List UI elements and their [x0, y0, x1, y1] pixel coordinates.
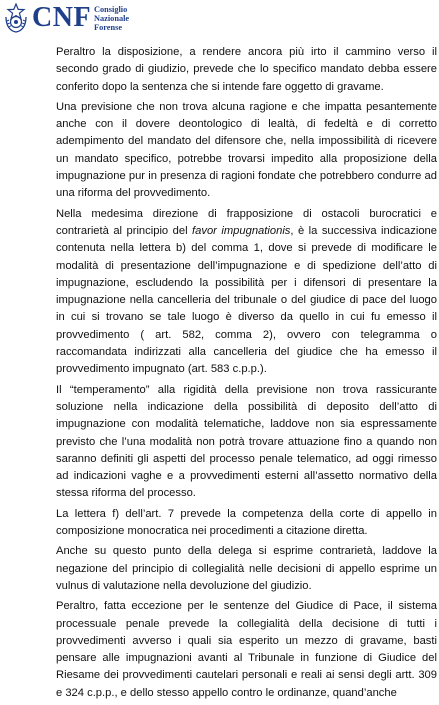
paragraph: Peraltro la disposizione, a rendere ancora più irto il cammino verso il secondo grado di giudizio, prevede che lo specifico mandato debba essere conferito dopo la sentenza che si intende fare oggetto di gravame. [56, 46, 437, 93]
paragraph: Anche su questo punto della delega si esprime contrarietà, laddove la negazione del principio di collegialità nelle decisioni di appello esprime un vulnus di valutazione nella devoluzione del giudizio. [56, 545, 437, 592]
logo-wordmark: CNF [32, 2, 92, 33]
paragraph-text: , è la successiva indicazione contenuta nella lettera b) del comma 1, dove si prevede di modificare le modalità di presentazione dell’impugnazione e di spedizione dell’atto di impugnazione, escludendo la possibilità per i difensori di presentare la impugnazione nella cancelleria del tribunale o del giudice di pace del luogo in cui si trovano se tale luogo è diverso da quello in cui fu emesso il provvedimento ( art. 582, comma 2), ovvero con telegramma o raccomandata indirizzati alla cancelleria del giudice che ha emesso il provvedimento impugnato (art. 583 c.p.p.). [56, 224, 437, 376]
logo-sub-line: Consiglio [94, 4, 128, 14]
paragraph: La lettera f) dell’art. 7 prevede la competenza della corte di appello in composizione monocratica nei procedimenti a citazione diretta. [56, 507, 437, 538]
paragraph: Peraltro, fatta eccezione per le sentenze del Giudice di Pace, il sistema processuale penale prevede la collegialità della decisione di tutti i provvedimenti avverso i quali sia esperito un mezzo di gravame, basti pensare alle impugnazioni avanti al Tribunale in funzione di Giudice del Riesame dei provvedimenti cautelari personali e reali ai sensi degli artt. 309 e 324 c.p.p., e dello stesso appello contro le ordinanze, quand’anche [56, 600, 437, 699]
logo-sub-line: Nazionale [94, 13, 130, 23]
logo-sub-line: Forense [94, 22, 123, 32]
paragraph: Una previsione che non trova alcuna ragione e che impatta pesantemente anche con il dovere deontologico di lealtà, di fedeltà e di corretto adempimento del mandato del difensore che, nella impossibilità di ricevere un mandato specifico, potrebbe trovarsi impedito alla proposizione della impugnazione pur in presenza di ragioni fondate che potrebbero condurre ad una riforma del provvedimento. [56, 100, 437, 200]
paragraph: Il “temperamento” alla rigidità della previsione non trova rassicurante soluzione nella indicazione della possibilità di deposito dell’atto di impugnazione con modalità telematiche, laddove non sia espressamente previsto che l’una modalità non potrà trovare attuazione fino a quando non saranno definiti gli aspetti del processo penale telematico, ad oggi rimesso ad indicazioni vaghe e a provvedimenti esterni all’assetto normativo della stessa riforma del processo. [56, 383, 437, 500]
italic-term: favor impugnationis [192, 224, 291, 237]
page-header [3, 2, 129, 34]
logo-subtitle [94, 5, 129, 32]
paragraph-text: Nella medesima direzione di frapposizione di ostacoli burocratici e contrarietà al principio del [56, 207, 437, 237]
republic-emblem-icon [3, 3, 29, 33]
paragraph [56, 206, 437, 379]
document-body [56, 44, 437, 705]
